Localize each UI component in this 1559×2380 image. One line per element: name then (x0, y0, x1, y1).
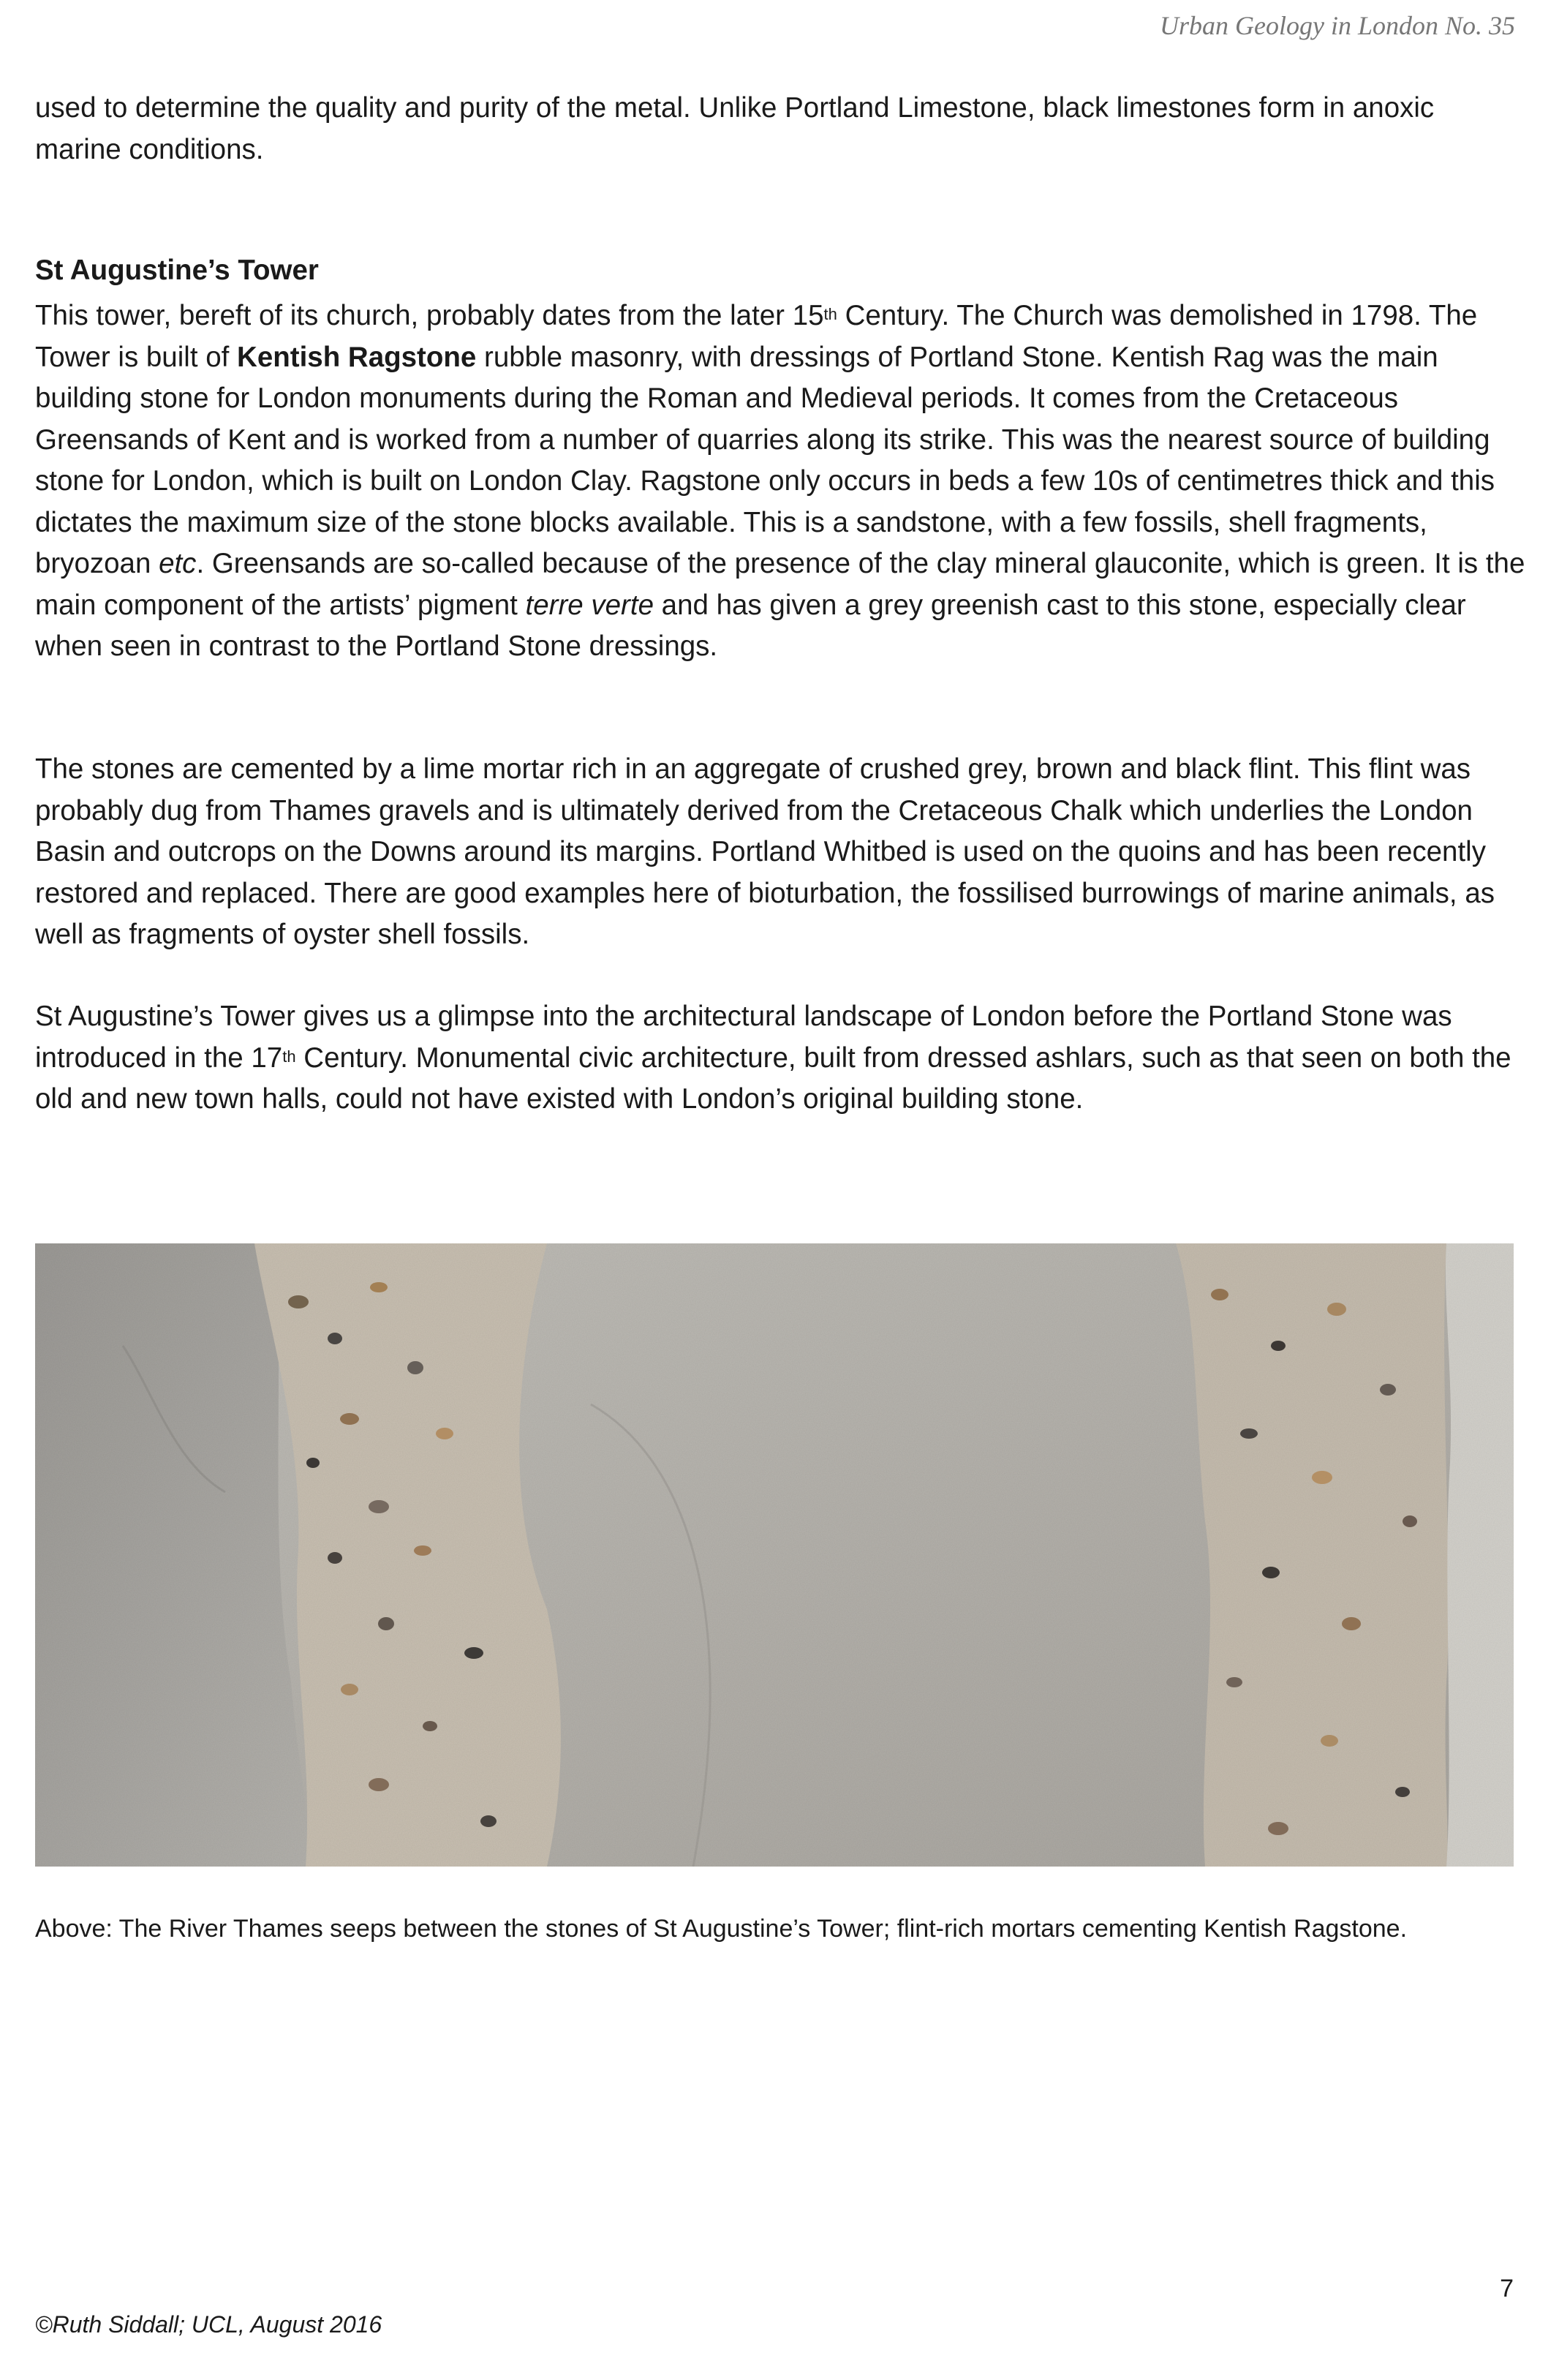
page-number: 7 (1500, 2275, 1514, 2302)
paragraph-2: The stones are cemented by a lime mortar rich in an aggregate of crushed grey, brown and black flint. This flint was probably dug from Thames gravels and is ultimately derived from the Cretaceous Chalk which underlies the London Basin and outcrops on the Downs around its margins. Portland Whitbed is used on the quoins and has been recently restored and replaced. There are good examples here of bioturbation, the fossilised burrowings of marine animals, as well as fragments of oyster shell fossils. (35, 753, 1495, 950)
section-heading: St Augustine’s Tower (35, 255, 319, 286)
paragraph-3: St Augustine’s Tower gives us a glimpse into the architectural landscape of London before the Portland Stone was introduced in the 17th Century. Monumental civic architecture, built from dressed ashlars, such as that seen on both the old and new town halls, could not have existed with London’s original building stone. (35, 1001, 1511, 1115)
intro-paragraph: used to determine the quality and purity of the metal. Unlike Portland Limestone, black limestones form in anoxic marine conditions. (35, 92, 1435, 165)
copyright-notice: ©Ruth Siddall; UCL, August 2016 (35, 2311, 382, 2338)
running-header: Urban Geology in London No. 35 (1160, 11, 1515, 40)
kentish-ragstone-term: Kentish Ragstone (237, 341, 477, 373)
paragraph-1: This tower, bereft of its church, probably dates from the later 15th Century. The Church was demolished in 1798. The Tower is built of Kentish Ragstone rubble masonry, with dressings of Portland Stone. Kentish Rag was the main building stone for London monuments during the Roman and Medieval periods. It comes from the Cretaceous Greensands of Kent and is worked from a number of quarries along its strike. This was the nearest source of building stone for London, which is built on London Clay. Ragstone only occurs in beds a few 10s of centimetres thick and this dictates the maximum size of the stone blocks available. This is a sandstone, with a few fossils, shell fragments, bryozoan etc. Greensands are so-called because of the presence of the clay mineral glauconite, which is green. It is the main component of the artists’ pigment terre verte and has given a grey greenish cast to this stone, especially clear when seen in contrast to the Portland Stone dressings. (35, 300, 1525, 662)
stone-wall-photo (35, 1243, 1514, 1867)
figure-caption: Above: The River Thames seeps between the stones of St Augustine’s Tower; flint-rich mortars cementing Kentish Ragstone. (35, 1915, 1408, 1943)
